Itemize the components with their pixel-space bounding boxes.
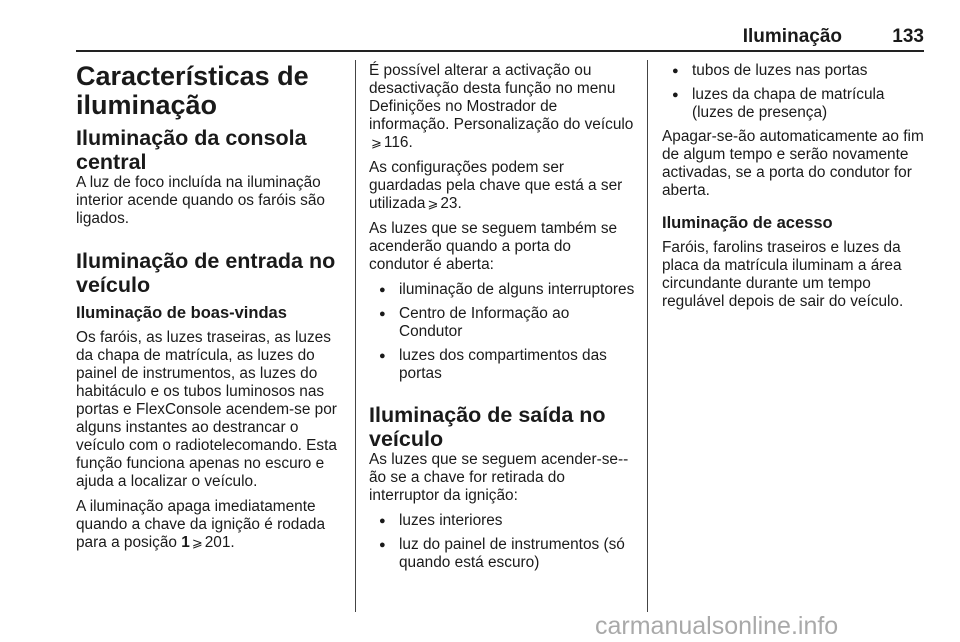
page-header bbox=[76, 26, 924, 52]
ignition-position: 1 bbox=[181, 534, 190, 551]
column-divider bbox=[647, 60, 648, 612]
page-number: 133 bbox=[892, 26, 924, 47]
exit-heading: Iluminação de saída no veículo bbox=[369, 403, 606, 451]
arrow-ref-icon: ⩾ bbox=[371, 135, 382, 150]
auto-off-text: Apagar-se-ão automaticamente ao fim de algum tempo e serão novamente activadas, se a porta do condutor for aberta. bbox=[662, 128, 924, 199]
door-open-text: As luzes que se seguem também se acenderão quando a porta do condutor é aberta: bbox=[369, 220, 618, 273]
column-1 bbox=[76, 62, 344, 559]
key-text: As configurações podem ser guardadas pela chave que está a ser utilizada ⩾ 23. bbox=[369, 159, 623, 212]
arrow-ref-icon: ⩾ bbox=[427, 196, 439, 211]
list-item: ● tubos de luzes nas portas bbox=[662, 62, 924, 80]
settings-text: É possível alterar a activação ou desactivação desta função no menu Definições no Mostrador de informação. Personalização do veículo⩾ 116. bbox=[369, 62, 634, 151]
exit-list bbox=[369, 512, 635, 572]
list-item: ● iluminação de alguns interruptores bbox=[369, 281, 635, 299]
list-item: ● luz do painel de instrumentos (só quando está escuro) bbox=[369, 536, 635, 572]
console-text: A luz de foco incluída na iluminação interior acende quando os faróis são ligados. bbox=[76, 174, 325, 227]
column-divider bbox=[355, 60, 356, 612]
welcome-text-2: A iluminação apaga imediatamente quando a chave da ignição é rodada para a posição 1 ⩾ 201. bbox=[76, 498, 326, 551]
column-2 bbox=[369, 62, 635, 578]
entry-heading: Iluminação de entrada no veículo bbox=[76, 249, 336, 297]
list-item: ● luzes dos compartimentos das portas bbox=[369, 347, 635, 383]
column-3 bbox=[662, 62, 924, 318]
welcome-heading: Iluminação de boas-vindas bbox=[76, 304, 287, 322]
chapter-title: Características de iluminação bbox=[76, 61, 309, 120]
door-open-list bbox=[369, 281, 635, 383]
arrow-ref-icon: ⩾ bbox=[191, 535, 203, 550]
exit-text: As luzes que se seguem acender-se--ão se a chave for retirada do interruptor da ignição: bbox=[369, 451, 629, 504]
list-item: ● Centro de Informação ao Condutor bbox=[369, 305, 635, 341]
list-item: ● luzes da chapa de matrícula (luzes de presença) bbox=[662, 86, 924, 122]
header-section-title: Iluminação bbox=[742, 26, 842, 47]
watermark: carmanualsonline.info bbox=[595, 612, 839, 640]
console-heading: Iluminação da consola central bbox=[76, 126, 307, 174]
welcome-text: Os faróis, as luzes traseiras, as luzes da chapa de matrícula, as luzes do painel de instrumentos, as luzes do habitáculo e os tubos luminosos nas portas e FlexConsole acendem-se por alguns instantes ao destrancar o veículo com o radiotelecomando. Esta função funciona apenas no escuro e ajuda a localizar o veículo. bbox=[76, 329, 337, 490]
exit-list-continued bbox=[662, 62, 924, 122]
list-item: ● luzes interiores bbox=[369, 512, 635, 530]
header-rule bbox=[76, 50, 924, 52]
access-text: Faróis, farolins traseiros e luzes da placa da matrícula iluminam a área circundante durante um tempo regulável depois de sair do veículo. bbox=[662, 239, 904, 310]
access-heading: Iluminação de acesso bbox=[662, 214, 833, 232]
